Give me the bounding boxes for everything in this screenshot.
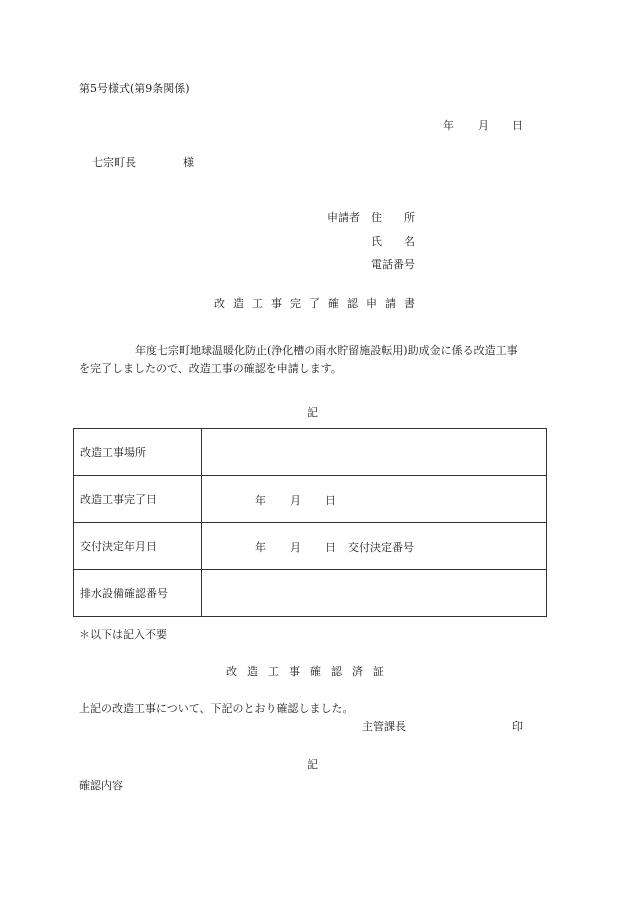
row-label-completion-date: 改造工事完了日 [74,476,202,523]
application-table [73,428,547,617]
certificate-body: 上記の改造工事について、下記のとおり確認しました。 [79,702,354,715]
date-year: 年 [443,119,454,132]
decision-number-label: 交付決定番号 [348,541,414,554]
completion-day: 日 [325,494,336,507]
row-label-location: 改造工事場所 [74,429,202,476]
row-value-decision-date [202,523,547,570]
applicant-address-label: 住 所 [371,211,415,224]
manager-label: 主管課長 [362,720,406,733]
row-value-drainage-number [202,570,547,617]
row-label-drainage-number: 排水設備確認番号 [74,570,202,617]
date-month: 月 [478,119,489,132]
note-no-entry: ＊以下は記入不要 [79,628,167,641]
applicant-name-label: 氏 名 [371,235,415,248]
row-label-decision-date: 交付決定年月日 [74,523,202,570]
decision-month: 月 [290,541,301,554]
completion-year: 年 [255,494,266,507]
row-value-location [202,429,547,476]
body-text-line1: 年度七宗町地球温暖化防止(浄化槽の雨水貯留施設転用)助成金に係る改造工事 [135,344,518,357]
decision-day: 日 [325,541,336,554]
applicant-phone-label: 電話番号 [371,258,415,271]
ki-heading-2: 記 [307,758,318,771]
seal-mark: 印 [512,720,523,733]
completion-month: 月 [290,494,301,507]
addressee-name: 七宗町長 [92,156,136,169]
document-title: 改造工事完了確認申請書 [214,297,423,310]
row-value-completion-date [202,476,547,523]
applicant-label: 申請者 [327,211,360,224]
table-row [74,570,547,617]
confirm-contents-label: 確認内容 [79,779,123,792]
decision-year: 年 [255,541,266,554]
form-number: 第5号様式(第9条関係) [79,82,190,95]
addressee-honorific: 様 [183,156,194,169]
certificate-title: 改造工事確認済証 [226,665,394,678]
ki-heading: 記 [307,406,318,419]
table-row [74,523,547,570]
body-text-line2: を完了しましたので、改造工事の確認を申請します。 [79,362,342,375]
table-row [74,429,547,476]
date-day: 日 [512,119,523,132]
table-row [74,476,547,523]
